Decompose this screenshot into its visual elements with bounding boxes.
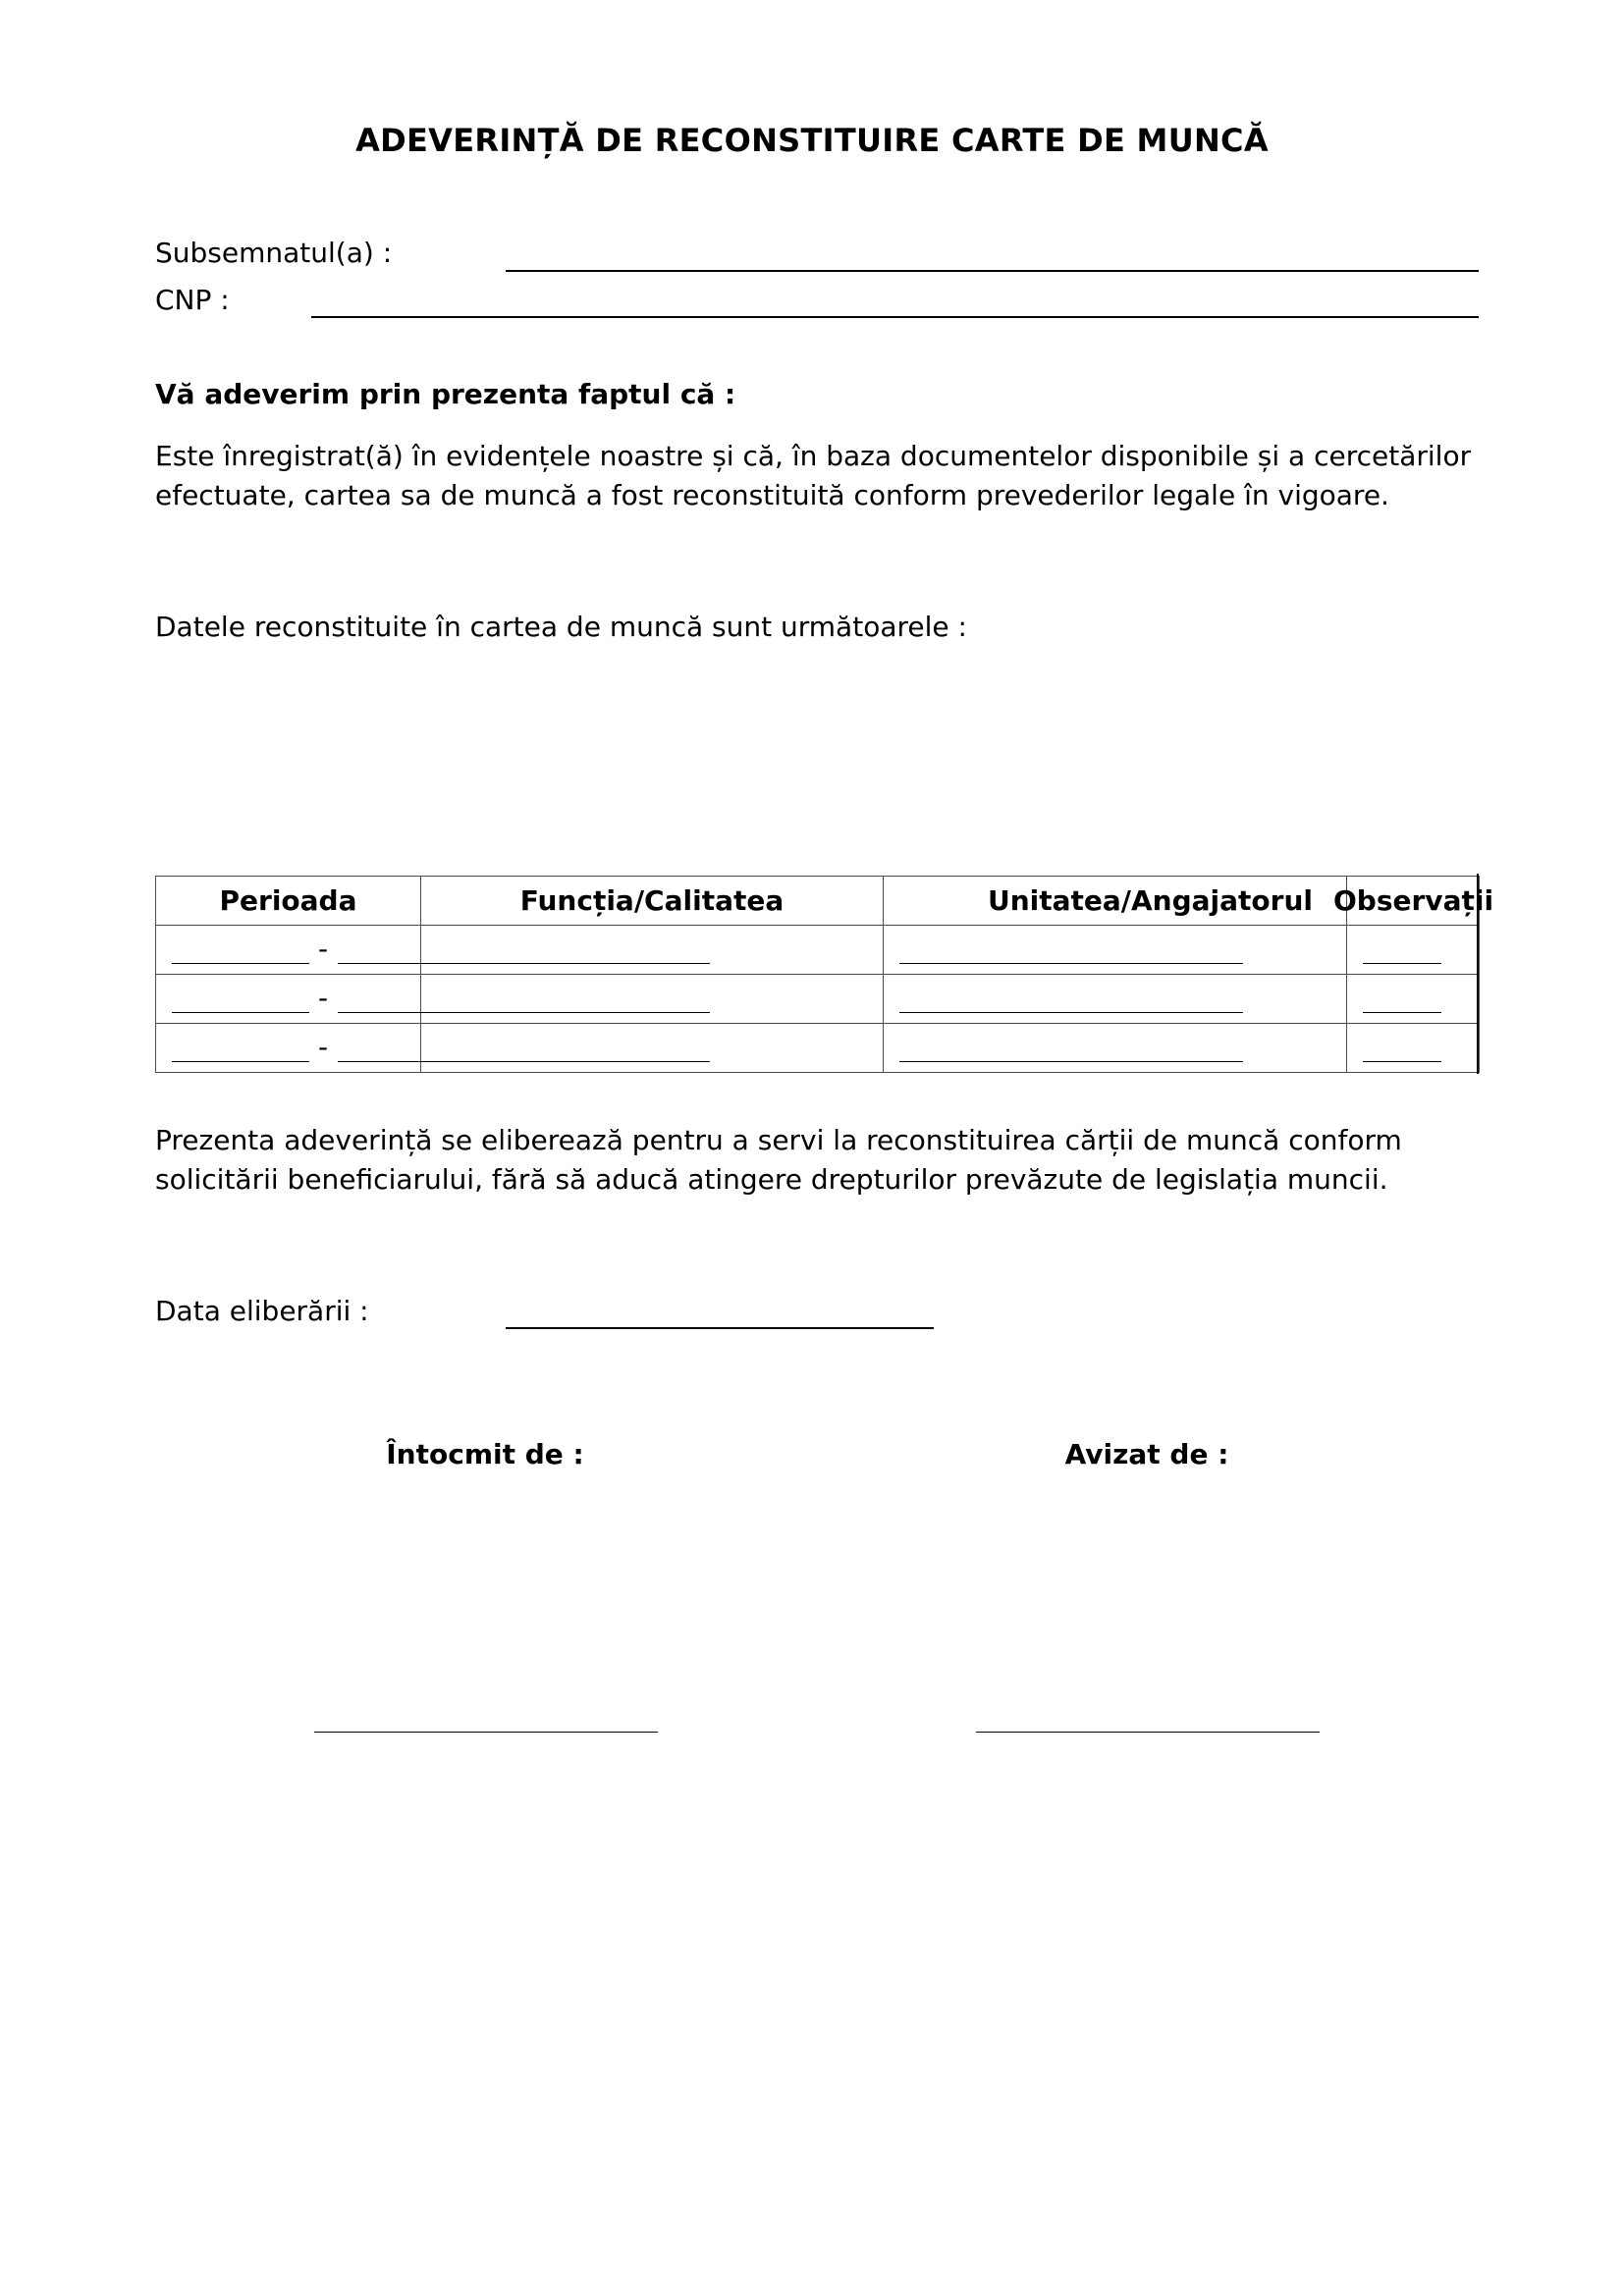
function-blank[interactable] [437, 1012, 710, 1013]
period-start-blank[interactable] [172, 963, 309, 964]
table-row [156, 975, 1480, 1024]
notes-blank[interactable] [1363, 1061, 1441, 1062]
table-row [156, 926, 1480, 975]
function-cell [421, 926, 884, 975]
header-function: Funcția/Calitatea [421, 877, 884, 926]
employer-cell [884, 1024, 1347, 1073]
employer-blank[interactable] [899, 963, 1243, 964]
function-cell [421, 1024, 884, 1073]
period-cell [156, 975, 421, 1024]
paragraph-confirmation: Este înregistrat(ă) în evidențele noastre și că, în baza documentelor disponibile și a cercetărilor efectuate, cartea sa de muncă a fost reconstituită conform prevederilor legale în vigoare. [155, 440, 1472, 511]
period-start-blank[interactable] [172, 1061, 309, 1062]
period-cell [156, 1024, 421, 1073]
function-blank[interactable] [437, 963, 710, 964]
header-period: Perioada [156, 877, 421, 926]
table-row [156, 1024, 1480, 1073]
table-header-row [156, 877, 1480, 926]
period-separator: - [318, 1031, 329, 1063]
notes-cell [1347, 926, 1480, 975]
issue-date-label: Data eliberării : [155, 1295, 369, 1327]
employer-cell [884, 926, 1347, 975]
intro-heading: Vă adeverim prin prezenta faptul că : [155, 378, 736, 410]
notes-cell [1347, 975, 1480, 1024]
employer-blank[interactable] [899, 1012, 1243, 1013]
function-blank[interactable] [437, 1061, 710, 1062]
issue-date-line[interactable] [506, 1327, 934, 1329]
document-title: ADEVERINȚĂ DE RECONSTITUIRE CARTE DE MUNCĂ [355, 122, 1269, 159]
notes-blank[interactable] [1363, 1012, 1441, 1013]
approved-by-signature-line[interactable] [976, 1732, 1320, 1733]
period-separator: - [318, 982, 329, 1014]
prepared-by-label: Întocmit de : [386, 1438, 584, 1470]
notes-blank[interactable] [1363, 963, 1441, 964]
name-field-line[interactable] [506, 270, 1479, 272]
header-notes: Observații [1347, 877, 1480, 926]
employer-cell [884, 975, 1347, 1024]
period-separator: - [318, 933, 329, 965]
name-label: Subsemnatul(a) : [155, 237, 393, 269]
period-start-blank[interactable] [172, 1012, 309, 1013]
employment-table [155, 876, 1494, 1073]
table-right-border [1477, 874, 1479, 1074]
notes-cell [1347, 1024, 1480, 1073]
employer-blank[interactable] [899, 1061, 1243, 1062]
data-intro: Datele reconstituite în cartea de muncă sunt următoarele : [155, 611, 967, 643]
cnp-label: CNP : [155, 284, 230, 316]
function-cell [421, 975, 884, 1024]
paragraph-purpose: Prezenta adeverință se eliberează pentru a servi la reconstituirea cărții de muncă conform solicitării beneficiarului, fără să aducă atingere drepturilor prevăzute de legislația muncii. [155, 1124, 1402, 1196]
period-cell [156, 926, 421, 975]
prepared-by-signature-line[interactable] [314, 1732, 658, 1733]
approved-by-label: Avizat de : [1064, 1438, 1229, 1470]
cnp-field-line[interactable] [311, 316, 1479, 318]
header-employer: Unitatea/Angajatorul [884, 877, 1347, 926]
